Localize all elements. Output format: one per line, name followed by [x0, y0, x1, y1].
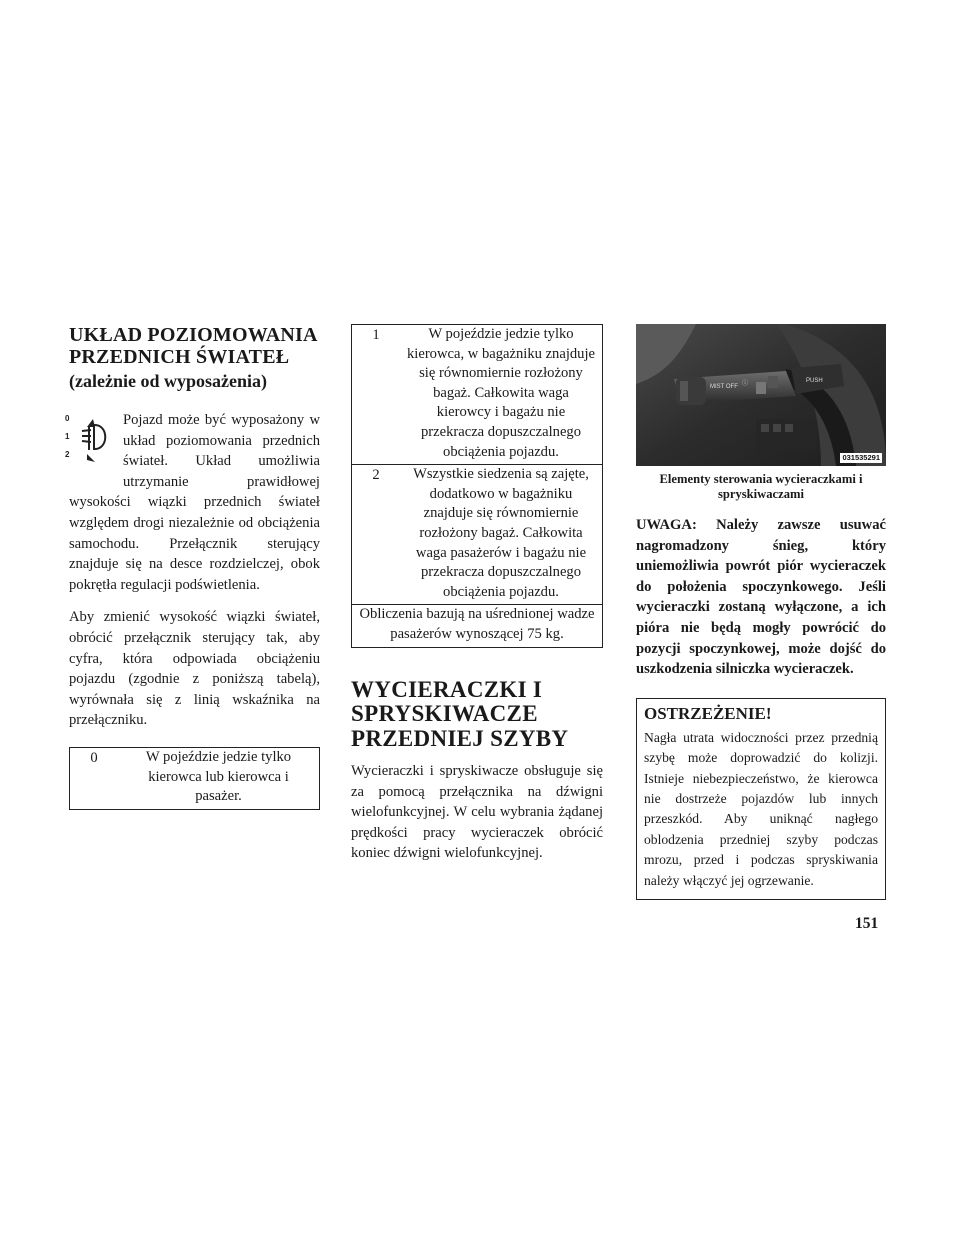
warning-text: Nagła utrata widoczności przez przednią szybę może doprowadzić do kolizji. Istnieje niebezpieczeństwo, że kierowca nie dostrzeże pojazdów lub innych przeszkód. Aby uniknąć nagłego oblodzenia przedniej szyby podczas mrozu, przed i podczas spryskiwania należy włączyć jej ogrzewanie. — [644, 729, 878, 888]
intro-block — [65, 410, 320, 595]
wiper-stalk-illustration — [636, 324, 886, 466]
level-description: Wszystkie siedzenia są zajęte, dodatkowo w bagażniku znajduje się równomiernie rozłożony bagaż. Całkowita waga pasażerów i bagażu nie przekracza dopuszczalnego obciążenia pojazdu. — [400, 465, 603, 605]
table-note: Obliczenia bazują na uśrednionej wadze pasażerów wynoszącej 75 kg. — [352, 605, 603, 647]
icon-label-2: 2 — [65, 450, 70, 459]
table-row — [70, 747, 320, 809]
headlight-adjust-instructions: Aby zmienić wysokość wiązki świateł, obrócić przełącznik sterujący tak, aby cyfra, która odpowiada obciążeniu pojazdu (zgodnie z poniższą tabelą), wyrównała się z linią wskaźnika na przełączniku. — [69, 609, 320, 729]
left-column — [65, 324, 320, 810]
load-level-table-start — [69, 747, 320, 810]
heading-line-1: WYCIERACZKI I — [351, 676, 543, 702]
svg-text:MIST OFF: MIST OFF — [710, 384, 738, 390]
table-note-row — [352, 605, 603, 647]
heading-line-1: UKŁAD POZIOMOWANIA — [69, 324, 318, 346]
photo-reference-code: 031535291 — [842, 453, 880, 462]
level-number: 1 — [352, 325, 401, 465]
load-level-table-continued — [351, 324, 603, 648]
level-number: 2 — [352, 465, 401, 605]
svg-text:PUSH: PUSH — [806, 378, 823, 384]
level-description: W pojeździe jedzie tylko kierowca lub kierowca i pasażer. — [118, 747, 320, 809]
wipers-description: Wycieraczki i spryskiwacze obsługuje się za pomocą przełącznika na dźwigni wielofunkcyjnej. W celu wybrania żądanej prędkości pracy wycieraczek obrócić koniec dźwigni wielofunkcyjnej. — [351, 763, 603, 862]
photo-caption: Elementy sterowania wycieraczkami i spryskiwaczami — [659, 472, 863, 501]
warning-box — [636, 698, 886, 900]
wiper-controls-photo — [636, 324, 886, 466]
table-row — [352, 465, 603, 605]
right-column — [636, 324, 886, 900]
table-row — [352, 325, 603, 465]
warning-title: OSTRZEŻENIE! — [644, 703, 772, 723]
middle-column — [351, 324, 603, 864]
level-number: 0 — [70, 747, 119, 809]
icon-label-1: 1 — [65, 432, 70, 441]
heading-line-2: SPRYSKIWACZE — [351, 701, 538, 726]
icon-label-0: 0 — [65, 414, 70, 423]
heading-line-2: PRZEDNICH ŚWIATEŁ — [69, 346, 290, 368]
svg-text:ⓘ: ⓘ — [742, 381, 749, 387]
headlight-leveling-icon — [63, 410, 119, 474]
wipers-heading — [351, 678, 603, 752]
headlight-leveling-heading — [69, 324, 320, 368]
snow-removal-note: UWAGA: Należy zawsze usuwać nagromadzony śnieg, który uniemożliwia powrót piór wycieraczek do położenia spoczynkowego. Jeśli wycieraczki zostaną wyłączone, a ich pióra nie będą mogły powrócić do pozycji spoczynkowej, może dojść do uszkodzenia silniczka wycieraczek. — [636, 517, 886, 678]
heading-line-3: PRZEDNIEJ SZYBY — [351, 725, 569, 751]
level-description: W pojeździe jedzie tylko kierowca, w bagażniku znajduje się równomiernie rozłożony bagaż. Całkowita waga kierowcy i bagażu nie przekracza dopuszczalnego obciążenia pojazdu. — [400, 325, 603, 465]
headlight-leveling-description: Pojazd może być wyposażony w układ poziomowania przednich świateł. Układ umożliwia utrzymanie prawidłowej wysokości wiązki przednich świateł względem drogi niezależnie od obciążenia samochodu. Przełącznik sterujący znajduje się na desce rozdzielczej, obok pokrętła regulacji podświetlenia. — [69, 412, 320, 593]
page-number: 151 — [855, 915, 879, 932]
equipment-subheading: (zależnie od wyposażenia) — [69, 371, 267, 391]
